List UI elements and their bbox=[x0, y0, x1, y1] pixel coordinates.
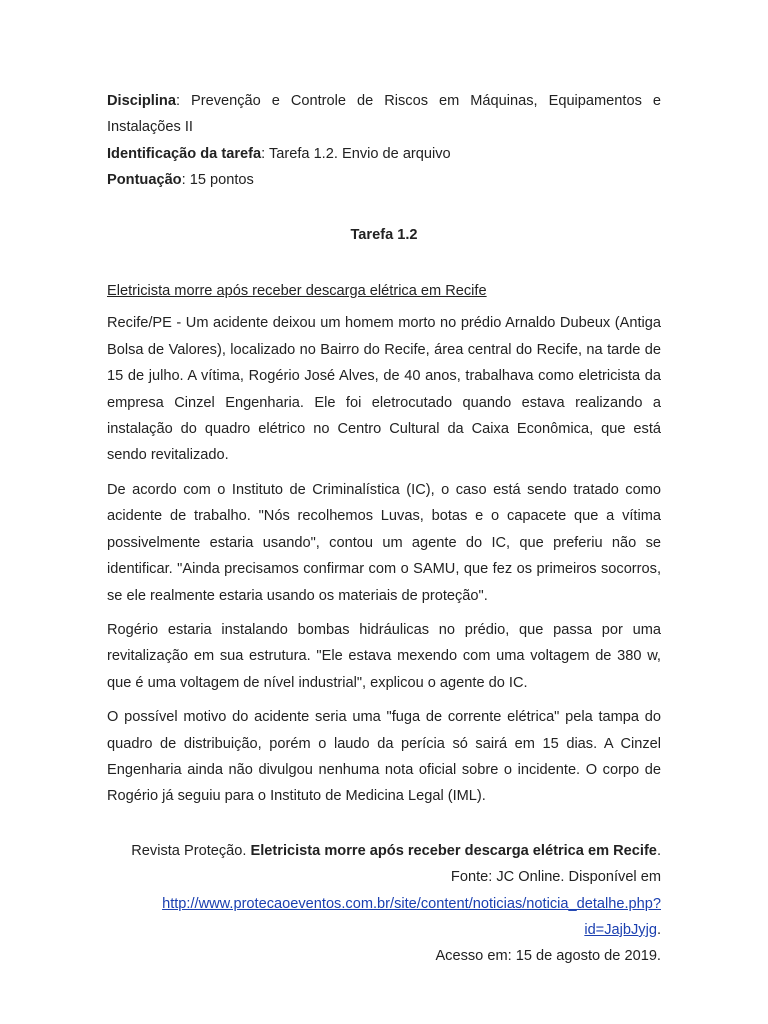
reference-block bbox=[107, 838, 661, 970]
identificacao-label: Identificação da tarefa bbox=[107, 145, 262, 162]
task-title: Tarefa 1.2 bbox=[350, 226, 418, 243]
article-paragraph-1: Recife/PE - Um acidente deixou um homem morto no prédio Arnaldo Dubeux (Antiga Bolsa de Valores), localizado no Bairro do Recife, área central do Recife, na tarde de 15 de julho. A vítima, Rogério José Alves, de 40 anos, trabalhava como eletricista da empresa Cinzel Engenharia. Ele foi eletrocutado quando estava realizando a instalação do quadro elétrico no Centro Cultural da Caixa Econômica, que está sendo revitalizado. bbox=[107, 315, 661, 464]
article-paragraph-2: De acordo com o Instituto de Criminalística (IC), o caso está sendo tratado como acidente de trabalho. "Nós recolhemos Luvas, botas e o capacete que a vítima possivelmente estaria usando", contou um agente do IC, que preferiu não se identificar. "Ainda precisamos confirmar com o SAMU, que fez os primeiros socorros, se ele realmente estaria usando os materiais de proteção". bbox=[107, 481, 661, 604]
disciplina-line bbox=[107, 88, 661, 141]
reference-fonte: . Fonte: JC Online. Disponível em bbox=[450, 842, 661, 886]
reference-link[interactable]: http://www.protecaoeventos.com.br/site/content/noticias/noticia_detalhe.php?id=JajbJyjg bbox=[162, 895, 661, 938]
reference-access-date: Acesso em: 15 de agosto de 2019. bbox=[435, 948, 661, 965]
article-paragraph-3: Rogério estaria instalando bombas hidráulicas no prédio, que passa por uma revitalização em sua estrutura. "Ele estava mexendo com uma voltagem de 380 w, que é uma voltagem de nível industrial", explicou o agente do IC. bbox=[107, 621, 661, 691]
disciplina-value: : Prevenção e Controle de Riscos em Máquinas, Equipamentos e Instalações II bbox=[107, 93, 661, 136]
identificacao-value: : Tarefa 1.2. Envio de arquivo bbox=[261, 145, 451, 162]
reference-after-url: . bbox=[656, 921, 661, 938]
reference-title: Eletricista morre após receber descarga elétrica em Recife bbox=[250, 842, 657, 859]
pontuacao-label: Pontuação bbox=[107, 172, 182, 189]
reference-source: Revista Proteção. bbox=[131, 842, 251, 859]
pontuacao-line bbox=[107, 167, 661, 193]
article-paragraph-4: O possível motivo do acidente seria uma "fuga de corrente elétrica" pela tampa do quadro de distribuição, porém o laudo da perícia só sairá em 15 dias. A Cinzel Engenharia ainda não divulgou nenhuma nota oficial sobre o incidente. O corpo de Rogério já seguiu para o Instituto de Medicina Legal (IML). bbox=[107, 709, 661, 805]
disciplina-label: Disciplina bbox=[107, 93, 176, 109]
article-title: Eletricista morre após receber descarga elétrica em Recife bbox=[107, 283, 487, 300]
pontuacao-value: : 15 pontos bbox=[181, 172, 254, 189]
identificacao-line bbox=[107, 141, 661, 167]
